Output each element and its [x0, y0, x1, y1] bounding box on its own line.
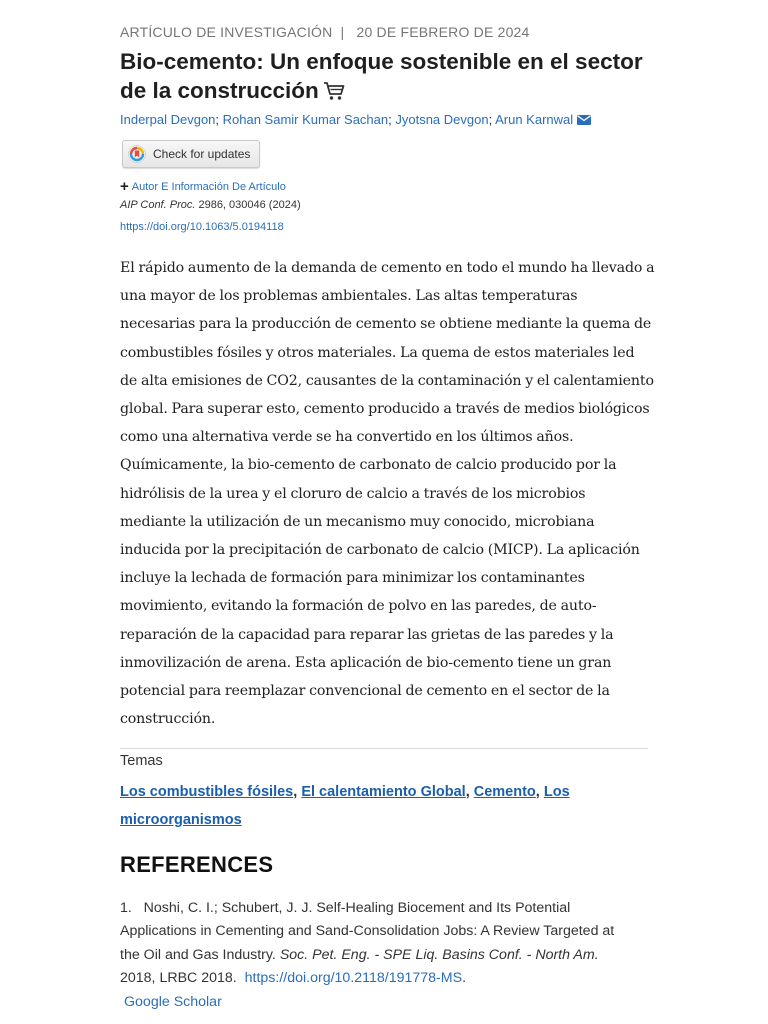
citation-details: 2986, 030046 (2024) [195, 199, 301, 211]
topic-link[interactable]: El calentamiento Global [301, 784, 466, 800]
article-type: ARTÍCULO DE INVESTIGACIÓN [120, 24, 333, 40]
author-link[interactable]: Jyotsna Devgon [395, 112, 489, 127]
cart-icon[interactable] [323, 79, 345, 108]
author-link[interactable]: Arun Karnwal [495, 112, 574, 127]
topic-link[interactable]: Los combustibles fósiles [120, 784, 294, 800]
check-for-updates-button[interactable] [122, 140, 260, 168]
meta-separator: | [340, 24, 345, 40]
reference-doi-link[interactable]: https://doi.org/10.2118/191778-MS [244, 970, 463, 987]
publication-date: 20 DE FEBRERO DE 2024 [356, 24, 530, 40]
journal-name: AIP Conf. Proc. [120, 199, 196, 211]
topics-label: Temas [120, 753, 163, 769]
author-info-toggle[interactable] [120, 179, 286, 194]
topic-link[interactable]: Los microorganismos [120, 784, 570, 828]
article-meta [120, 24, 530, 40]
doi-link[interactable]: https://doi.org/10.1063/5.0194118 [120, 221, 284, 233]
plus-icon: + [120, 178, 129, 195]
reference-item: 1. Noshi, C. I.; Schubert, J. J. Self-Healing Biocement and Its Potential Applications in Cementing and Sand-Consolidation Jobs: A Review Targeted at the Oil and Gas Industry. Soc. Pet. Eng. - SPE Liq. Basins Conf. - North Am. 2018, LRBC 2018. https://doi.org/10.2118/191778-MS. Google Scholar [120, 900, 615, 1010]
check-updates-label: Check for updates [153, 147, 251, 161]
reference-journal: Soc. Pet. Eng. - SPE Liq. Basins Conf. - North Am. [279, 946, 599, 963]
topics-list: Los combustibles fósiles, El calentamiento Global, Cemento, Los microorganismos [120, 784, 570, 828]
author-info-label: Autor E Información De Artículo [131, 180, 286, 193]
abstract-text: El rápido aumento de la demanda de cemento en todo el mundo ha llevado a una mayor de los problemas ambientales. Las altas temperaturas necesarias para la producción de cemento se obtiene mediante la quema de combustibles fósiles y otros materiales. La quema de estos materiales led de alta emisiones de CO2, causantes de la contaminación y el calentamiento global. Para superar esto, cemento producido a través de medios biológicos como una alternativa verde se ha convertido en los últimos años. Químicamente, la bio-cemento de carbonato de calcio producido por la hidrólisis de la urea y el cloruro de calcio a través de los microbios mediante la utilización de un mecanismo muy conocido, microbiana inducida por la precipitación de carbonato de calcio (MICP). La aplicación incluye la lechada de formación para minimizar los contaminantes movimiento, evitando la formación de polvo en las paredes, de auto-reparación de la capacidad para reparar las grietas de las paredes y la inmovilización de arena. Esta aplicación de bio-cemento tiene un gran potencial para reemplazar convencional de cemento en el sector de la construcción. [120, 260, 655, 728]
topic-link[interactable]: Cemento [473, 784, 536, 800]
reference-number: 1. [120, 900, 132, 916]
references-heading: REFERENCES [120, 852, 274, 877]
author-link[interactable]: Rohan Samir Kumar Sachan [222, 112, 389, 127]
divider [120, 748, 648, 749]
reference-text: Noshi, C. I.; Schubert, J. J. Self-Healing Biocement and Its Potential Applications in Cementing and Sand-Consolidation Jobs: A Review Targeted at the Oil and Gas Industry. [120, 900, 615, 963]
mail-icon[interactable] [577, 113, 591, 128]
google-scholar-link[interactable]: Google Scholar [124, 993, 222, 1010]
reference-details: 2018, LRBC 2018. [120, 970, 237, 987]
check-updates-icon [128, 145, 146, 163]
author-link[interactable]: Inderpal Devgon [120, 112, 216, 127]
citation [120, 199, 301, 211]
author-list: Inderpal Devgon; Rohan Samir Kumar Sachan; Jyotsna Devgon; Arun Karnwal [120, 112, 680, 128]
article-title [120, 47, 660, 108]
article-title-text: Bio-cemento: Un enfoque sostenible en el sector de la construcción [120, 49, 643, 103]
